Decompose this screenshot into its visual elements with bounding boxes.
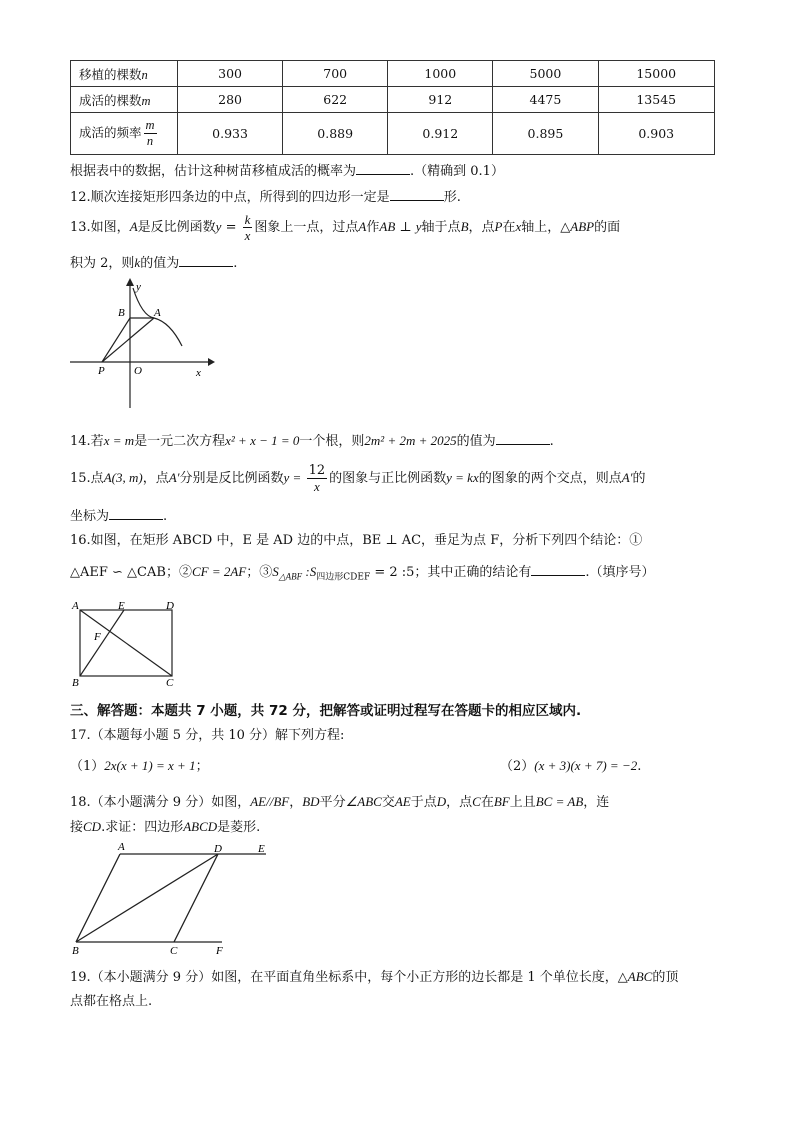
label-e: E (118, 600, 125, 612)
answer-blank[interactable] (179, 252, 233, 267)
table-cell: 622 (283, 87, 388, 113)
table-cell: 0.912 (388, 113, 493, 155)
q17-title: 17.（本题每小题 5 分，共 10 分）解下列方程: (70, 728, 345, 743)
label-f: F (216, 945, 223, 957)
table-row (71, 113, 715, 155)
q16-text-line2: △AEF ∽ △CAB；②CF = 2AF；$③S_{\triangle ABF}$ $:S_{四边形CDEF} = 2$ :5；其中正确的结论有 .（填序号） (70, 561, 655, 587)
table-cell: 15000 (598, 61, 715, 87)
q12-text: 12.顺次连接矩形四条边的中点，所得到的四边形一定是 形. (70, 186, 461, 207)
y-arrow-icon (126, 278, 134, 286)
q11-text: 根据表中的数据，估计这种树苗移植成活的概率为 .（精确到 0.1） (70, 160, 504, 181)
q15-text-line2: 坐标为 . (70, 505, 167, 526)
row-header: 成活的棵数m (71, 87, 178, 113)
row-header: 移植的棵数n (71, 61, 178, 87)
table-cell: 13545 (598, 87, 715, 113)
table-cell: 912 (388, 87, 493, 113)
label-y: y (136, 281, 141, 293)
row-header: 成活的频率 $\frac{m}{n}$ (71, 113, 178, 155)
label-c: C (166, 677, 174, 688)
table-cell: 0.889 (283, 113, 388, 155)
q18-figure (70, 840, 270, 958)
answer-blank[interactable] (531, 561, 585, 576)
q16-text: 16.如图，在矩形 ABCD 中，E 是 AD 边的中点，BE ⊥ AC，垂足为点 F，分析下列四个结论：① (70, 533, 643, 548)
q18-text: 18.（本小题满分 9 分）如图，AE//BF，BD平分∠ABC交AE于点D，点C在BF上且BC = AB，连 (70, 794, 610, 810)
label-a: A (118, 841, 125, 853)
table-cell: 700 (283, 61, 388, 87)
table-row (71, 61, 715, 87)
table-cell: 0.903 (598, 113, 715, 155)
table-cell: 4475 (493, 87, 598, 113)
label-d: D (166, 600, 174, 612)
q13-figure (70, 278, 215, 413)
label-e: E (258, 843, 265, 855)
segment-pb (102, 318, 130, 362)
label-b: B (72, 945, 79, 957)
answer-blank[interactable] (356, 160, 410, 175)
label-a: A (72, 600, 79, 612)
table-cell: 300 (178, 61, 283, 87)
label-f: F (94, 631, 101, 643)
q13-text: 13.如图，A是反比例函数y = $\frac{k}{x}$ 图象上一点，过点A作AB ⊥ y轴于点B，点P在x轴上，△ABP的面 (70, 212, 621, 243)
table-cell: 5000 (493, 61, 598, 87)
label-b: B (118, 307, 125, 319)
segment-be (80, 610, 124, 676)
q18-text-line2: 接CD.求证：四边形ABCD是菱形. (70, 819, 261, 835)
q13-text-line2: 积为 2，则k的值为 . (70, 252, 237, 273)
segment-pa (102, 318, 154, 362)
label-x: x (196, 367, 201, 379)
label-p: P (98, 365, 105, 377)
frequency-table (70, 60, 715, 155)
x-arrow-icon (208, 358, 215, 366)
section-heading: 三、解答题：本题共 7 小题，共 72 分，把解答或证明过程写在答题卡的相应区域内. (70, 703, 582, 719)
q17-part1: （1）2x(x + 1) = x + 1； (70, 758, 209, 774)
q15-text: 15.点A(3, m)，点A′分别是反比例函数y = $\frac{12}{x}$ 的图象与正比例函数y = kx的图象的两个交点，则点A′的 (70, 463, 646, 494)
q16-figure (68, 598, 188, 688)
answer-blank[interactable] (109, 505, 163, 520)
diagonal-ac (80, 610, 172, 676)
q19-text-line2: 点都在格点上. (70, 994, 153, 1009)
q19-text: 19.（本小题满分 9 分）如图，在平面直角坐标系中，每个小正方形的边长都是 1 个单位长度，△ABC的顶 (70, 969, 679, 985)
label-b: B (72, 677, 79, 688)
q14-text: 14.若x = m是一元二次方程x² + x − 1 = 0一个根，则2m² + 2m + 2025的值为 . (70, 430, 554, 451)
table-cell: 0.895 (493, 113, 598, 155)
table-cell: 0.933 (178, 113, 283, 155)
label-c: C (170, 945, 178, 957)
table-cell: 280 (178, 87, 283, 113)
label-o: O (134, 365, 142, 377)
table-row (71, 87, 715, 113)
table-cell: 1000 (388, 61, 493, 87)
label-a: A (154, 307, 161, 319)
q17-part2: （2）(x + 3)(x + 7) = −2. (500, 758, 642, 774)
label-d: D (214, 843, 222, 855)
answer-blank[interactable] (390, 186, 444, 201)
answer-blank[interactable] (496, 430, 550, 445)
